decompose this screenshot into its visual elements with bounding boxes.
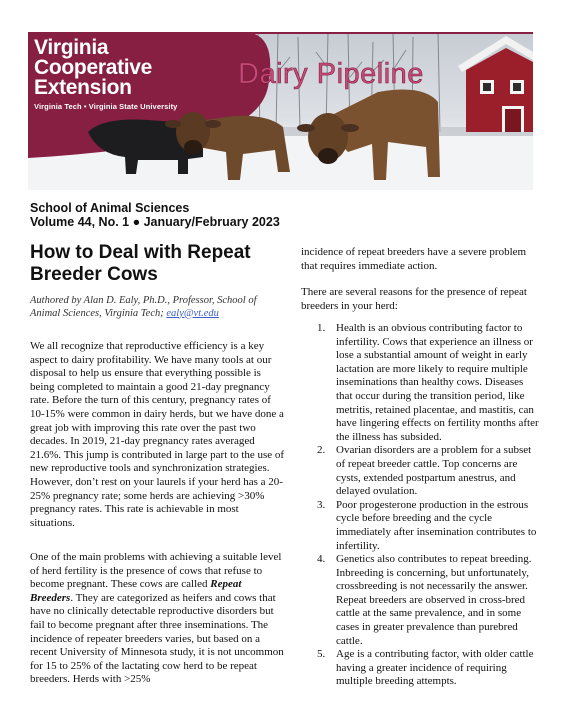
school-name: School of Animal Sciences [30, 201, 190, 215]
author-email-link[interactable]: ealy@vt.edu [166, 307, 219, 319]
repeat-breeders-paragraph [30, 551, 285, 687]
masthead-banner [28, 32, 533, 190]
list-text: Genetics also contributes to repeat breeding. Inbreeding is concerning, but unfortunately, crossbreeding is not necessarily the answer. Repeat breeders are observed in cross-bred cattle at the same prevalence, and in some cases in greater prevalence than purebred cattle. [336, 553, 532, 647]
repeat-breeders-term: Repeat Breeders [30, 578, 242, 604]
logo-line-1: Virginia [34, 36, 109, 59]
list-text: Ovarian disorders are a problem for a subset of repeat breeder cattle. Top concerns are cysts, extended postpartum anestrus, and delayed ovulation. [336, 444, 532, 498]
logo-tagline: Virginia Tech • Virginia State University [34, 102, 178, 111]
article-byline [30, 295, 285, 320]
list-item [301, 553, 539, 648]
list-item [301, 444, 539, 498]
logo-line-2: Cooperative [34, 56, 153, 79]
list-number: 5. [317, 648, 326, 661]
list-item [301, 499, 539, 553]
list-item [301, 648, 539, 689]
article-title: How to Deal with Repeat Breeder Cows [30, 242, 251, 285]
list-number: 4. [317, 553, 326, 566]
list-number: 3. [317, 498, 326, 511]
logo-line-3: Extension [34, 76, 132, 99]
list-text: Poor progesterone production in the estrous cycle before breeding and the cycle immediately after insemination contributes to infertility. [336, 498, 537, 552]
jersey-cows-image [28, 32, 533, 190]
byline-text: Authored by Alan D. Ealy, Ph.D., Professor, School of Animal Sciences, Virginia Tech; [30, 295, 257, 319]
list-text: Health is an obvious contributing factor to infertility. Cows that experience an illness or lose a substantial amount of weight in early lactation are more likely to require multiple inseminations than healthy cows. Diseases that occur during the transition period, like metritis, retained placentae, and mastitis, can have lingering effects on fertility months after the illness has subsided. [336, 322, 539, 443]
list-item [301, 322, 539, 444]
p2-text-a: One of the main problems with achieving a suitable level of herd fertility is the presence of cows that refuse to become pregnant. These cows are called [30, 551, 282, 591]
list-number: 2. [317, 444, 326, 457]
issue-volume: Volume 44, No. 1 ● January/February 2023 [30, 215, 280, 229]
list-number: 1. [317, 322, 326, 334]
list-text: Age is a contributing factor, with older cattle having a greater incidence of requiring multiple breeding attempts. [336, 648, 534, 688]
intro-paragraph: We all recognize that reproductive efficiency is a key aspect to dairy profitability. We have many tools at our disposal to help us ensure that everything possible is being completed to maintain a good 21-day pregnancy rate. Before the turn of this century, pregnancy rates of 10-15% were common in dairy herds, but we have done a great job with improving this rate over the past two decades. In 2019, 21-day pregnancy rates averaged 21.6%. This jump is contributed in large part to the use of new reproductive tools and synchronization strategies. However, don’t rest on your laurels if your herd has a 20-25% pregnancy rate; some herds are achieving >30% pregnancy rates. This rate is achievable in most situations. [30, 340, 285, 529]
incidence-continuation: incidence of repeat breeders have a severe problem that requires immediate action. [301, 246, 527, 272]
publication-title: Dairy Pipeline [238, 58, 424, 90]
reasons-list [301, 322, 539, 689]
reasons-intro: There are several reasons for the presence of repeat breeders in your herd: [301, 286, 527, 312]
p2-text-b: . They are categorized as heifers and cows that have no clinically detectable reproductive disorders but fail to become pregnant after three inseminations. The incidence of repeater breeders varies, but based on a recent University of Minnesota study, it is not uncommon for 15 to 25% of the lactating cow herd to be repeat breeders. Herds with >25% [30, 591, 284, 686]
